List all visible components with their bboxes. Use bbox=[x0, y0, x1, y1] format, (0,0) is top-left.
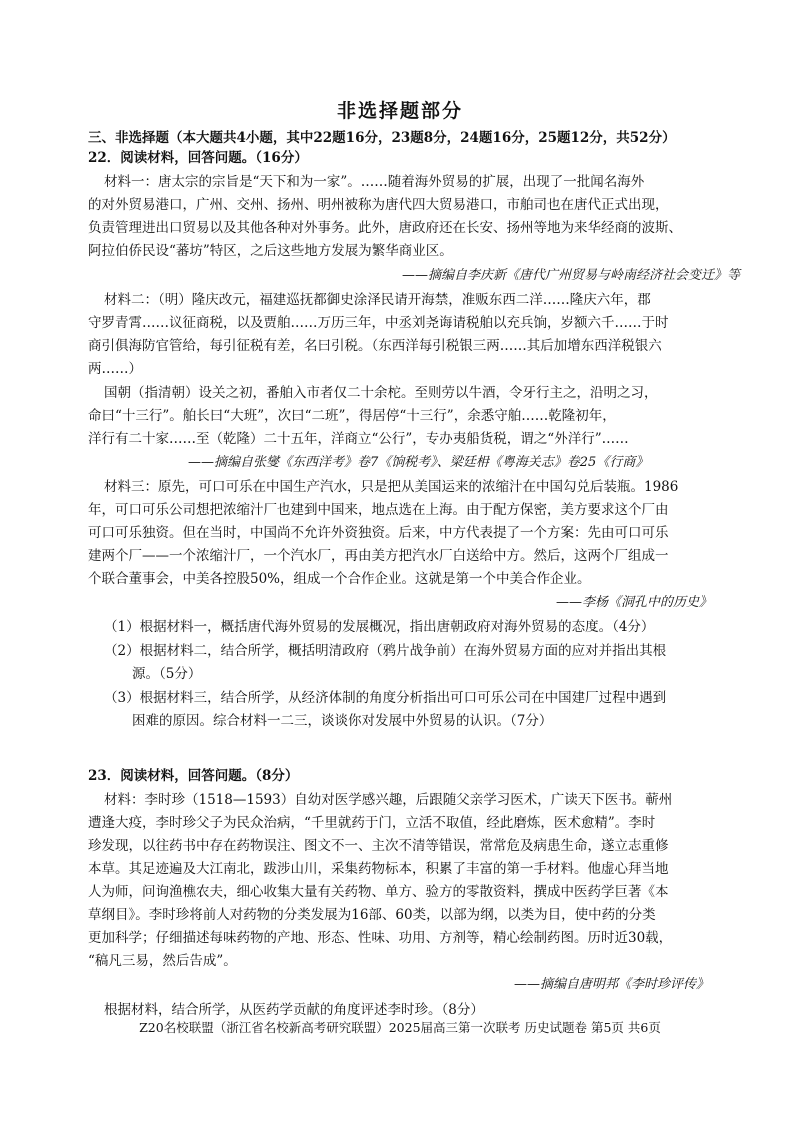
material-line: 材料三：原先，可口可乐在中国生产汽水，只是把从美国运来的浓缩汁在中国勾兑后装瓶。1986 bbox=[104, 479, 679, 495]
sub-question-3: 困难的原因。综合材料一二三，谈谈你对发展中外贸易的认识。（7分） bbox=[132, 713, 553, 729]
material-line: 材料二：（明）隆庆改元，福建巡抚都御史涂泽民请开海禁，准贩东西二洋……隆庆六年，郡 bbox=[104, 292, 651, 308]
material-line: 负责管理进出口贸易以及其他各种对外事务。此外，唐政府还在长安、扬州等地为来华经商的波斯、 bbox=[88, 220, 682, 236]
material-line: 珍发现，以往药书中存在药物误注、图文不一、主次不清等错误，常常危及病患生命，遂立志重修 bbox=[88, 838, 669, 854]
section-title: 非选择题部分 bbox=[336, 100, 463, 122]
material-line: 阿拉伯侨民设“蕃坊”特区，之后这些地方发展为繁华商业区。 bbox=[88, 243, 453, 259]
material-line: 建两个厂——一个浓缩汁厂，一个汽水厂，再由美方把汽水厂白送给中方。然后，这两个厂组成一 bbox=[88, 548, 669, 564]
material-line: 洋行有二十家……至（乾隆）二十五年，洋商立“公行”，专办夷船货税，谓之“外洋行”…… bbox=[88, 431, 629, 447]
material-line: 材料一：唐太宗的宗旨是“天下和为一家”。……随着海外贸易的扩展，出现了一批闻名海外 bbox=[104, 174, 645, 190]
material-line: 草纲目》。李时珍将前人对药物的分类发展为16部、60类，以部为纲，以类为目，使中药的分类 bbox=[88, 907, 656, 923]
section-header: 三、非选择题（本大题共4小题，其中22题16分，23题8分，24题16分，25题12分，共52分） bbox=[88, 130, 676, 146]
material-line: 的对外贸易港口，广州、交州、扬州、明州被称为唐代四大贸易港口，市舶司也在唐代正式出现， bbox=[88, 197, 669, 213]
sub-question-2: 源。（5分） bbox=[132, 666, 202, 682]
material-line: 国朝（指清朝）设关之初，番舶入市者仅二十余柁。至则劳以牛酒，令牙行主之，沿明之习， bbox=[104, 385, 658, 401]
sub-question-3: （3）根据材料三，结合所学，从经济体制的角度分析指出可口可乐公司在中国建厂过程中遇到 bbox=[104, 690, 667, 706]
material-source: ——摘编自唐明邦《李时珍评传》 bbox=[514, 977, 710, 992]
material-line: 两……） bbox=[88, 361, 142, 377]
material-line: 遭逢大疫，李时珍父子为民众治病，“千里就药于门，立活不取值，经此磨炼，医术愈精”。李时 bbox=[88, 815, 656, 831]
q22-header: 22．阅读材料，回答问题。（16分） bbox=[88, 150, 308, 166]
material-line: 人为师，问询渔樵农夫，细心收集大量有关药物、单方、验方的零散资料，撰成中医药学巨著《本 bbox=[88, 884, 669, 900]
material-source: ——摘编自李庆新《唐代广州贸易与岭南经济社会变迁》等 bbox=[402, 268, 741, 283]
q23-question: 根据材料，结合所学，从医药学贡献的角度评述李时珍。（8分） bbox=[104, 1002, 484, 1018]
material-line: 更加科学；仔细描述每味药物的产地、形态、性味、功用、方剂等，精心绘制药图。历时近30载， bbox=[88, 930, 673, 946]
material-line: 材料：李时珍（1518—1593）自幼对医学感兴趣，后跟随父亲学习医术，广读天下医书。蕲州 bbox=[104, 792, 673, 808]
q23-header: 23．阅读材料，回答问题。（8分） bbox=[88, 768, 299, 784]
sub-question-2: （2）根据材料二，结合所学，概括明清政府（鸦片战争前）在海外贸易方面的应对并指出其根 bbox=[104, 643, 667, 659]
material-line: 守罗青霄……议征商税，以及贾舶……万历三年，中丞刘尧诲请税舶以充兵饷，岁额六千……于时 bbox=[88, 315, 669, 331]
material-line: 可口可乐独资。但在当时，中国尚不允许外资独资。后来，中方代表提了一个方案：先由可口可乐 bbox=[88, 525, 669, 541]
material-line: 商引俱海防官管给，每引征税有差，名曰引税。（东西洋每引税银三两……其后加增东西洋税银六 bbox=[88, 338, 662, 354]
material-line: “稿凡三易，然后告成”。 bbox=[88, 953, 237, 969]
page-footer: Z20名校联盟（浙江省名校新高考研究联盟）2025届高三第一次联考 历史试题卷 第5页 共6页 bbox=[139, 1020, 661, 1035]
material-source: ——摘编自张燮《东西洋考》卷7《饷税考》、梁廷枏《粤海关志》卷25《行商》 bbox=[188, 455, 649, 470]
sub-question-1: （1）根据材料一，概括唐代海外贸易的发展概况，指出唐朝政府对海外贸易的态度。（4分） bbox=[104, 619, 655, 635]
material-line: 命曰“十三行”。舶长曰“大班”，次曰“二班”，得居停“十三行”，余悉守舶……乾隆初年， bbox=[88, 408, 616, 424]
material-line: 年，可口可乐公司想把浓缩汁厂也建到中国来，地点选在上海。由于配方保密，美方要求这个厂由 bbox=[88, 502, 669, 518]
material-line: 个联合董事会，中美各控股50%，组成一个合作企业。这就是第一个中美合作企业。 bbox=[88, 571, 591, 587]
material-source: ——李杨《洞孔中的历史》 bbox=[556, 595, 713, 610]
material-line: 本草。其足迹遍及大江南北，跋涉山川，采集药物标本，积累了丰富的第一手材料。他虚心拜当地 bbox=[88, 861, 669, 877]
